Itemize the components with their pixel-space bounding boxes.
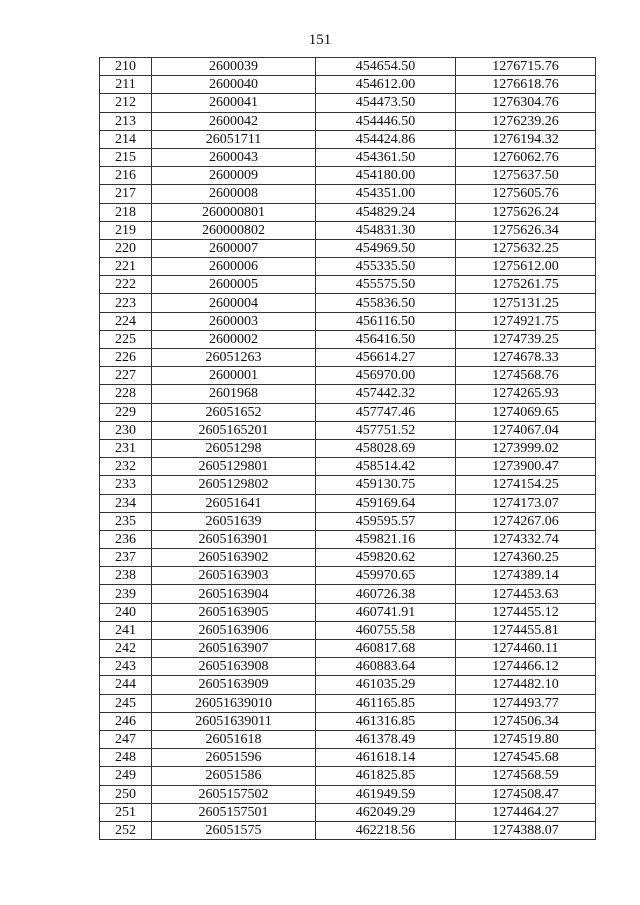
point-id-cell: 260000801	[152, 203, 316, 221]
y-coordinate-cell: 1274154.25	[456, 476, 596, 494]
point-id-cell: 2605163906	[152, 621, 316, 639]
y-coordinate-cell: 1274460.11	[456, 640, 596, 658]
x-coordinate-cell: 461165.85	[316, 694, 456, 712]
table-row	[100, 567, 596, 585]
y-coordinate-cell: 1274568.59	[456, 767, 596, 785]
point-id-cell: 2605157502	[152, 785, 316, 803]
x-coordinate-cell: 456116.50	[316, 312, 456, 330]
table-row	[100, 367, 596, 385]
point-id-cell: 260000802	[152, 221, 316, 239]
table-row	[100, 439, 596, 457]
y-coordinate-cell: 1275612.00	[456, 258, 596, 276]
y-coordinate-cell: 1275626.34	[456, 221, 596, 239]
x-coordinate-cell: 459820.62	[316, 549, 456, 567]
x-coordinate-cell: 454969.50	[316, 239, 456, 257]
row-number-cell: 238	[100, 567, 152, 585]
row-number-cell: 233	[100, 476, 152, 494]
point-id-cell: 2601968	[152, 385, 316, 403]
table-row	[100, 130, 596, 148]
x-coordinate-cell: 461825.85	[316, 767, 456, 785]
point-id-cell: 2605163901	[152, 530, 316, 548]
point-id-cell: 2605163904	[152, 585, 316, 603]
point-id-cell: 2600003	[152, 312, 316, 330]
y-coordinate-cell: 1276715.76	[456, 58, 596, 76]
row-number-cell: 220	[100, 239, 152, 257]
y-coordinate-cell: 1274069.65	[456, 403, 596, 421]
x-coordinate-cell: 461618.14	[316, 749, 456, 767]
point-id-cell: 2605163903	[152, 567, 316, 585]
y-coordinate-cell: 1274482.10	[456, 676, 596, 694]
y-coordinate-cell: 1274265.93	[456, 385, 596, 403]
row-number-cell: 239	[100, 585, 152, 603]
x-coordinate-cell: 457751.52	[316, 421, 456, 439]
table-row	[100, 148, 596, 166]
table-row	[100, 530, 596, 548]
y-coordinate-cell: 1274506.34	[456, 712, 596, 730]
y-coordinate-cell: 1273999.02	[456, 439, 596, 457]
row-number-cell: 219	[100, 221, 152, 239]
row-number-cell: 210	[100, 58, 152, 76]
row-number-cell: 218	[100, 203, 152, 221]
point-id-cell: 26051711	[152, 130, 316, 148]
y-coordinate-cell: 1275261.75	[456, 276, 596, 294]
point-id-cell: 2605163905	[152, 603, 316, 621]
x-coordinate-cell: 459970.65	[316, 567, 456, 585]
x-coordinate-cell: 457747.46	[316, 403, 456, 421]
x-coordinate-cell: 459595.57	[316, 512, 456, 530]
row-number-cell: 215	[100, 148, 152, 166]
table-row	[100, 585, 596, 603]
point-id-cell: 26051575	[152, 821, 316, 839]
y-coordinate-cell: 1274464.27	[456, 803, 596, 821]
row-number-cell: 211	[100, 76, 152, 94]
table-row	[100, 694, 596, 712]
x-coordinate-cell: 460726.38	[316, 585, 456, 603]
row-number-cell: 224	[100, 312, 152, 330]
row-number-cell: 247	[100, 730, 152, 748]
x-coordinate-cell: 454654.50	[316, 58, 456, 76]
row-number-cell: 237	[100, 549, 152, 567]
y-coordinate-cell: 1274921.75	[456, 312, 596, 330]
x-coordinate-cell: 454446.50	[316, 112, 456, 130]
table-row	[100, 603, 596, 621]
y-coordinate-cell: 1274067.04	[456, 421, 596, 439]
x-coordinate-cell: 454424.86	[316, 130, 456, 148]
table-row	[100, 821, 596, 839]
x-coordinate-cell: 456614.27	[316, 349, 456, 367]
x-coordinate-cell: 460817.68	[316, 640, 456, 658]
y-coordinate-cell: 1276618.76	[456, 76, 596, 94]
x-coordinate-cell: 455335.50	[316, 258, 456, 276]
table-row	[100, 621, 596, 639]
x-coordinate-cell: 456416.50	[316, 330, 456, 348]
point-id-cell: 2600002	[152, 330, 316, 348]
x-coordinate-cell: 454361.50	[316, 148, 456, 166]
table-row	[100, 803, 596, 821]
table-row	[100, 785, 596, 803]
table-row	[100, 421, 596, 439]
table-row	[100, 549, 596, 567]
row-number-cell: 231	[100, 439, 152, 457]
row-number-cell: 235	[100, 512, 152, 530]
row-number-cell: 251	[100, 803, 152, 821]
x-coordinate-cell: 454829.24	[316, 203, 456, 221]
point-id-cell: 26051639	[152, 512, 316, 530]
point-id-cell: 2605129802	[152, 476, 316, 494]
point-id-cell: 26051586	[152, 767, 316, 785]
y-coordinate-cell: 1274466.12	[456, 658, 596, 676]
table-row	[100, 403, 596, 421]
y-coordinate-cell: 1274519.80	[456, 730, 596, 748]
y-coordinate-cell: 1276194.32	[456, 130, 596, 148]
point-id-cell: 2600008	[152, 185, 316, 203]
row-number-cell: 241	[100, 621, 152, 639]
y-coordinate-cell: 1276304.76	[456, 94, 596, 112]
table-row	[100, 185, 596, 203]
y-coordinate-cell: 1274508.47	[456, 785, 596, 803]
y-coordinate-cell: 1275637.50	[456, 167, 596, 185]
y-coordinate-cell: 1275605.76	[456, 185, 596, 203]
row-number-cell: 250	[100, 785, 152, 803]
x-coordinate-cell: 454473.50	[316, 94, 456, 112]
table-row	[100, 712, 596, 730]
row-number-cell: 252	[100, 821, 152, 839]
page-number: 151	[308, 32, 332, 48]
x-coordinate-cell: 454351.00	[316, 185, 456, 203]
y-coordinate-cell: 1274267.06	[456, 512, 596, 530]
row-number-cell: 213	[100, 112, 152, 130]
table-row	[100, 58, 596, 76]
row-number-cell: 229	[100, 403, 152, 421]
row-number-cell: 240	[100, 603, 152, 621]
table-row	[100, 385, 596, 403]
x-coordinate-cell: 458514.42	[316, 458, 456, 476]
point-id-cell: 2600040	[152, 76, 316, 94]
row-number-cell: 246	[100, 712, 152, 730]
row-number-cell: 227	[100, 367, 152, 385]
coordinates-table	[99, 57, 596, 840]
point-id-cell: 2600006	[152, 258, 316, 276]
y-coordinate-cell: 1274545.68	[456, 749, 596, 767]
table-row	[100, 330, 596, 348]
table-row	[100, 658, 596, 676]
point-id-cell: 2605129801	[152, 458, 316, 476]
point-id-cell: 2600043	[152, 148, 316, 166]
x-coordinate-cell: 462218.56	[316, 821, 456, 839]
row-number-cell: 216	[100, 167, 152, 185]
row-number-cell: 217	[100, 185, 152, 203]
point-id-cell: 2605163908	[152, 658, 316, 676]
y-coordinate-cell: 1276239.26	[456, 112, 596, 130]
y-coordinate-cell: 1274455.12	[456, 603, 596, 621]
point-id-cell: 2600041	[152, 94, 316, 112]
row-number-cell: 248	[100, 749, 152, 767]
x-coordinate-cell: 461949.59	[316, 785, 456, 803]
x-coordinate-cell: 459169.64	[316, 494, 456, 512]
row-number-cell: 245	[100, 694, 152, 712]
x-coordinate-cell: 459821.16	[316, 530, 456, 548]
y-coordinate-cell: 1274332.74	[456, 530, 596, 548]
table-row	[100, 94, 596, 112]
point-id-cell: 2605165201	[152, 421, 316, 439]
point-id-cell: 26051596	[152, 749, 316, 767]
y-coordinate-cell: 1276062.76	[456, 148, 596, 166]
row-number-cell: 232	[100, 458, 152, 476]
table-row	[100, 676, 596, 694]
x-coordinate-cell: 454612.00	[316, 76, 456, 94]
row-number-cell: 249	[100, 767, 152, 785]
y-coordinate-cell: 1274678.33	[456, 349, 596, 367]
y-coordinate-cell: 1274568.76	[456, 367, 596, 385]
x-coordinate-cell: 462049.29	[316, 803, 456, 821]
y-coordinate-cell: 1274360.25	[456, 549, 596, 567]
table-row	[100, 112, 596, 130]
y-coordinate-cell: 1273900.47	[456, 458, 596, 476]
point-id-cell: 26051298	[152, 439, 316, 457]
row-number-cell: 243	[100, 658, 152, 676]
point-id-cell: 2600042	[152, 112, 316, 130]
x-coordinate-cell: 458028.69	[316, 439, 456, 457]
point-id-cell: 26051263	[152, 349, 316, 367]
point-id-cell: 26051618	[152, 730, 316, 748]
table-row	[100, 203, 596, 221]
point-id-cell: 2600001	[152, 367, 316, 385]
point-id-cell: 26051639010	[152, 694, 316, 712]
row-number-cell: 228	[100, 385, 152, 403]
table-row	[100, 494, 596, 512]
y-coordinate-cell: 1274173.07	[456, 494, 596, 512]
table-row	[100, 640, 596, 658]
point-id-cell: 2605163902	[152, 549, 316, 567]
row-number-cell: 222	[100, 276, 152, 294]
x-coordinate-cell: 459130.75	[316, 476, 456, 494]
table-row	[100, 749, 596, 767]
table-row	[100, 76, 596, 94]
row-number-cell: 212	[100, 94, 152, 112]
row-number-cell: 234	[100, 494, 152, 512]
x-coordinate-cell: 460755.58	[316, 621, 456, 639]
table-row	[100, 221, 596, 239]
x-coordinate-cell: 460741.91	[316, 603, 456, 621]
row-number-cell: 214	[100, 130, 152, 148]
point-id-cell: 2600004	[152, 294, 316, 312]
x-coordinate-cell: 454180.00	[316, 167, 456, 185]
table-row	[100, 349, 596, 367]
row-number-cell: 230	[100, 421, 152, 439]
point-id-cell: 26051641	[152, 494, 316, 512]
point-id-cell: 2600007	[152, 239, 316, 257]
row-number-cell: 226	[100, 349, 152, 367]
table-row	[100, 312, 596, 330]
table-row	[100, 294, 596, 312]
table-row	[100, 458, 596, 476]
y-coordinate-cell: 1274493.77	[456, 694, 596, 712]
y-coordinate-cell: 1274739.25	[456, 330, 596, 348]
point-id-cell: 2605163907	[152, 640, 316, 658]
table-row	[100, 730, 596, 748]
table-row	[100, 239, 596, 257]
table-row	[100, 512, 596, 530]
point-id-cell: 26051639011	[152, 712, 316, 730]
row-number-cell: 221	[100, 258, 152, 276]
row-number-cell: 244	[100, 676, 152, 694]
table-row	[100, 767, 596, 785]
row-number-cell: 225	[100, 330, 152, 348]
x-coordinate-cell: 455575.50	[316, 276, 456, 294]
x-coordinate-cell: 461378.49	[316, 730, 456, 748]
point-id-cell: 2605157501	[152, 803, 316, 821]
x-coordinate-cell: 457442.32	[316, 385, 456, 403]
x-coordinate-cell: 456970.00	[316, 367, 456, 385]
table-row	[100, 476, 596, 494]
y-coordinate-cell: 1274453.63	[456, 585, 596, 603]
point-id-cell: 2605163909	[152, 676, 316, 694]
y-coordinate-cell: 1274455.81	[456, 621, 596, 639]
point-id-cell: 2600005	[152, 276, 316, 294]
x-coordinate-cell: 461035.29	[316, 676, 456, 694]
row-number-cell: 236	[100, 530, 152, 548]
point-id-cell: 2600009	[152, 167, 316, 185]
y-coordinate-cell: 1274389.14	[456, 567, 596, 585]
y-coordinate-cell: 1275626.24	[456, 203, 596, 221]
y-coordinate-cell: 1275131.25	[456, 294, 596, 312]
point-id-cell: 2600039	[152, 58, 316, 76]
x-coordinate-cell: 454831.30	[316, 221, 456, 239]
point-id-cell: 26051652	[152, 403, 316, 421]
row-number-cell: 242	[100, 640, 152, 658]
x-coordinate-cell: 455836.50	[316, 294, 456, 312]
y-coordinate-cell: 1274388.07	[456, 821, 596, 839]
table-row	[100, 258, 596, 276]
table-row	[100, 276, 596, 294]
table-row	[100, 167, 596, 185]
y-coordinate-cell: 1275632.25	[456, 239, 596, 257]
x-coordinate-cell: 461316.85	[316, 712, 456, 730]
row-number-cell: 223	[100, 294, 152, 312]
coordinates-table-body	[100, 58, 596, 840]
x-coordinate-cell: 460883.64	[316, 658, 456, 676]
